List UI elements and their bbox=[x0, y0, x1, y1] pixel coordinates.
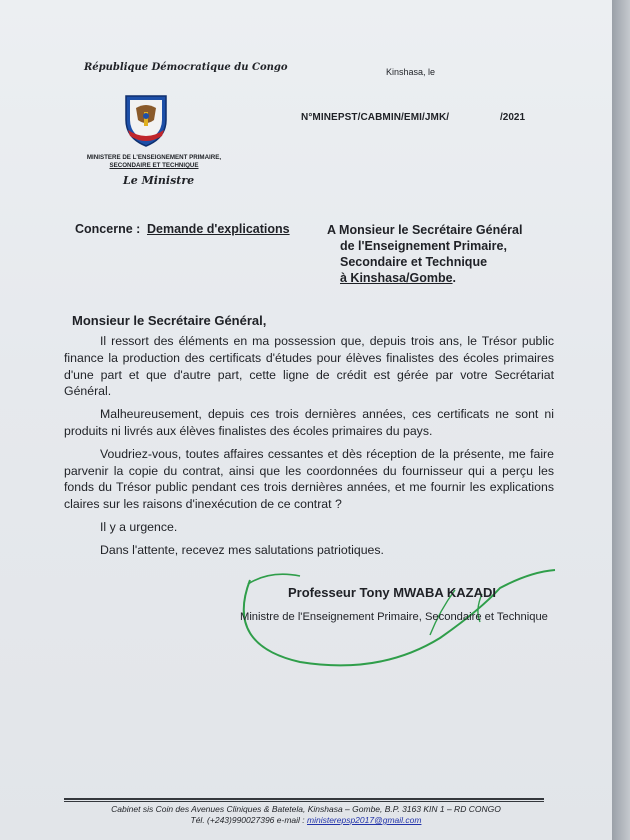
recipient-line-4 bbox=[327, 270, 522, 286]
footer-email-link[interactable]: ministerepsp2017@gmail.com bbox=[307, 815, 422, 825]
signatory-role: Ministre de l'Enseignement Primaire, Secondaire et Technique bbox=[240, 611, 548, 623]
ministry-name bbox=[62, 154, 246, 170]
paragraph: Dans l'attente, recevez mes salutations patriotiques. bbox=[100, 542, 384, 557]
recipient-address bbox=[327, 222, 522, 286]
signatory-name: Professeur Tony MWABA KAZADI bbox=[288, 585, 497, 600]
ministry-line-1: MINISTERE DE L'ENSEIGNEMENT PRIMAIRE, bbox=[86, 154, 222, 161]
city-date: Kinshasa, le bbox=[386, 67, 436, 77]
subject-value: Demande d'explications bbox=[147, 222, 290, 236]
footer-rule bbox=[64, 798, 544, 800]
recipient-line-1: A Monsieur le Secrétaire Général bbox=[327, 223, 523, 237]
salutation: Monsieur le Secrétaire Général, bbox=[72, 313, 267, 328]
paragraph: Malheureusement, depuis ces trois dernières années, ces certificats ne sont ni produits ni livrés aux élèves finalistes des écoles primaires du pays. bbox=[64, 407, 554, 438]
letter-body bbox=[64, 333, 554, 565]
coat-of-arms-icon bbox=[120, 90, 172, 148]
recipient-line-3: Secondaire et Technique bbox=[340, 255, 488, 269]
paragraph: Il y a urgence. bbox=[100, 519, 178, 534]
page-edge bbox=[612, 0, 630, 840]
footer-rule-thin bbox=[64, 801, 544, 802]
recipient-period: . bbox=[452, 271, 457, 285]
footer-phone: Tél. (+243)990027396 e-mail : bbox=[190, 815, 307, 825]
footer-address: Cabinet sis Coin des Avenues Cliniques & Batetela, Kinshasa – Gombe, B.P. 3163 KIN 1 – RD CONGO bbox=[111, 804, 501, 814]
minister-title: Le Ministre bbox=[123, 174, 195, 187]
subject-label: Concerne : bbox=[75, 222, 141, 236]
ministry-line-2: SECONDAIRE ET TECHNIQUE bbox=[109, 162, 199, 169]
footer-contact bbox=[0, 815, 612, 825]
republic-heading: République Démocratique du Congo bbox=[84, 62, 288, 73]
reference-year: /2021 bbox=[500, 112, 526, 123]
paragraph: Il ressort des éléments en ma possession que, depuis trois ans, le Trésor public finance la production des certificats d'études pour élèves finalistes des écoles primaires d'une part et que d'autre part, cette ligne de crédit est gérée par votre Secrétariat Général. bbox=[64, 334, 554, 399]
paragraph: Voudriez-vous, toutes affaires cessantes et dès réception de la présente, me faire parvenir la copie du contrat, ainsi que les coordonnées du fournisseur qui a perçu les fonds du Trésor public pendant ces trois dernières années, et me fournir les explications claires sur les raisons d'inexécution de ce contrat ? bbox=[64, 446, 554, 512]
recipient-city: à Kinshasa/Gombe bbox=[340, 271, 453, 285]
recipient-line-2: de l'Enseignement Primaire, bbox=[340, 239, 507, 253]
reference-number: N°MINEPST/CABMIN/EMI/JMK/ bbox=[301, 112, 450, 123]
